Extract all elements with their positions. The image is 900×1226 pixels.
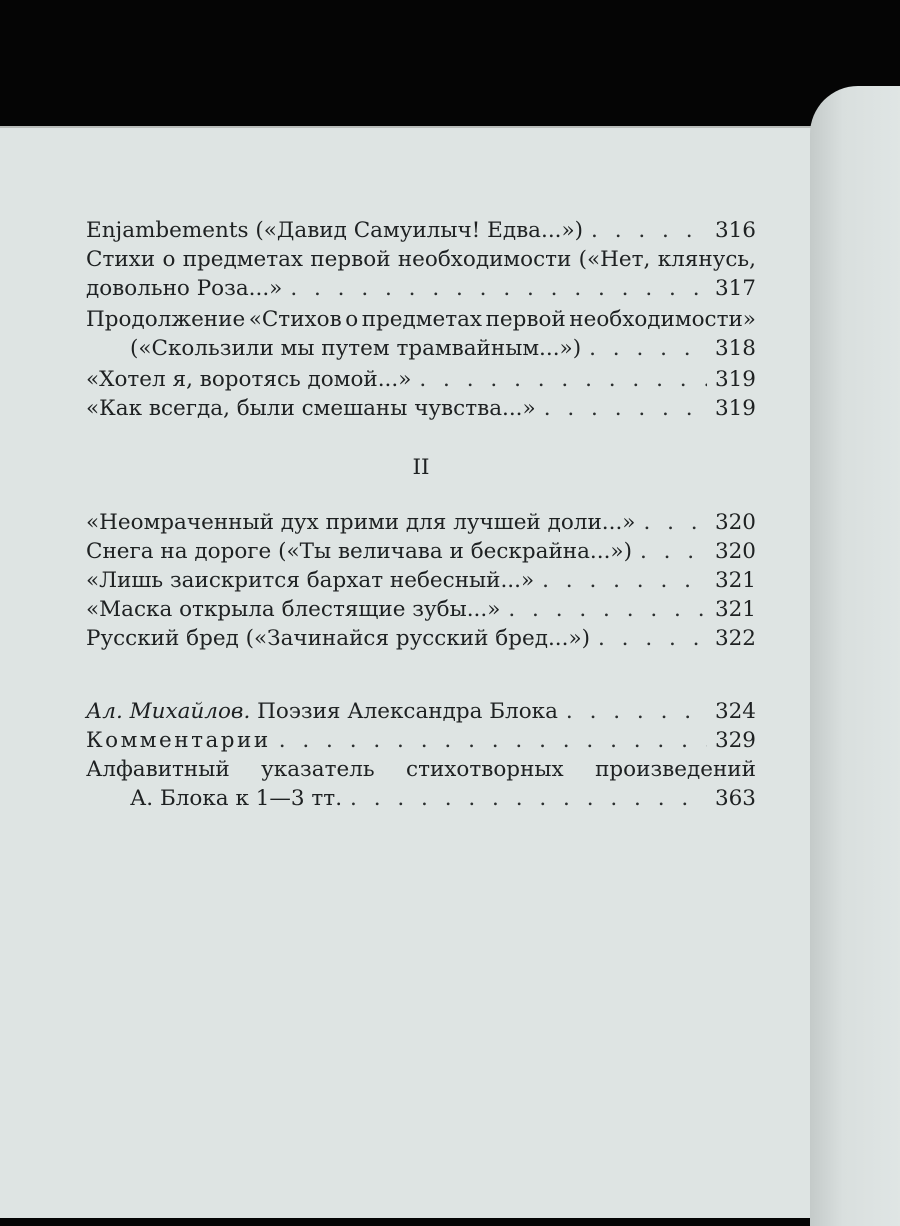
page-number: 317 bbox=[714, 276, 756, 301]
entry-title: «Лишь заискрится бархат небесный...» bbox=[86, 568, 535, 593]
entry-title-line-2: А. Блока к 1—3 тт. bbox=[130, 786, 343, 811]
toc-entry[interactable] bbox=[86, 394, 756, 423]
page-number: 316 bbox=[714, 218, 756, 243]
dot-leader bbox=[290, 274, 707, 303]
next-page-edge bbox=[810, 86, 900, 1226]
page-number: 318 bbox=[714, 336, 756, 361]
entry-title: Enjambements («Давид Самуилыч! Едва...») bbox=[86, 218, 584, 243]
entry-title: Комментарии bbox=[86, 728, 271, 753]
page-number: 319 bbox=[714, 367, 756, 392]
toc-entry[interactable] bbox=[86, 305, 756, 363]
toc-entry[interactable] bbox=[86, 697, 756, 726]
entry-title-line-1: Алфавитный указатель стихотворных произведений bbox=[86, 757, 756, 782]
section-gap bbox=[86, 653, 756, 697]
dot-leader bbox=[544, 394, 707, 423]
entry-title: Русский бред («Зачинайся русский бред...») bbox=[86, 626, 590, 651]
toc-entry[interactable] bbox=[86, 726, 756, 755]
page-number: 329 bbox=[714, 728, 756, 753]
entry-title: «Маска открыла блестящие зубы...» bbox=[86, 597, 501, 622]
page-number: 322 bbox=[714, 626, 756, 651]
dot-leader bbox=[508, 595, 707, 624]
entry-title: Поэзия Александра Блока bbox=[257, 699, 558, 724]
entry-title: «Неомраченный дух прими для лучшей доли...» bbox=[86, 510, 636, 535]
entry-title: «Хотел я, воротясь домой...» bbox=[86, 367, 412, 392]
dot-leader bbox=[640, 537, 707, 566]
dot-leader bbox=[279, 726, 707, 755]
toc-entry[interactable] bbox=[86, 595, 756, 624]
entry-title-line-1: Стихи о предметах первой необходимости («Нет, клянусь, bbox=[86, 247, 756, 272]
toc-entry[interactable] bbox=[86, 216, 756, 245]
page-number: 321 bbox=[714, 568, 756, 593]
dot-leader bbox=[350, 784, 707, 813]
toc-entry[interactable] bbox=[86, 537, 756, 566]
entry-title-line-1: Продолжение «Стихов о предметах первой необходимости» bbox=[86, 307, 756, 332]
dot-leader bbox=[598, 624, 707, 653]
toc-entry[interactable] bbox=[86, 755, 756, 813]
table-of-contents bbox=[86, 216, 756, 815]
entry-title: Снега на дороге («Ты величава и бескрайна...») bbox=[86, 539, 632, 564]
dot-leader bbox=[566, 697, 707, 726]
dot-leader bbox=[419, 365, 707, 394]
page-number: 320 bbox=[714, 510, 756, 535]
page-number: 320 bbox=[714, 539, 756, 564]
dot-leader bbox=[643, 508, 707, 537]
toc-entry[interactable] bbox=[86, 566, 756, 595]
toc-entry[interactable] bbox=[86, 508, 756, 537]
page-number: 363 bbox=[714, 786, 756, 811]
dot-leader bbox=[589, 334, 707, 363]
toc-entry[interactable] bbox=[86, 365, 756, 394]
toc-entry[interactable] bbox=[86, 245, 756, 303]
page-number: 319 bbox=[714, 396, 756, 421]
dot-leader bbox=[591, 216, 707, 245]
page-number: 321 bbox=[714, 597, 756, 622]
entry-title: «Как всегда, были смешаны чувства...» bbox=[86, 396, 536, 421]
page-number: 324 bbox=[714, 699, 756, 724]
dot-leader bbox=[542, 566, 707, 595]
entry-title-line-2: довольно Роза...» bbox=[86, 276, 283, 301]
entry-author: Ал. Михайлов. bbox=[86, 699, 251, 724]
entry-title-line-2: («Скользили мы путем трамвайным...») bbox=[130, 336, 582, 361]
section-heading: II bbox=[412, 455, 430, 480]
toc-entry[interactable] bbox=[86, 624, 756, 653]
